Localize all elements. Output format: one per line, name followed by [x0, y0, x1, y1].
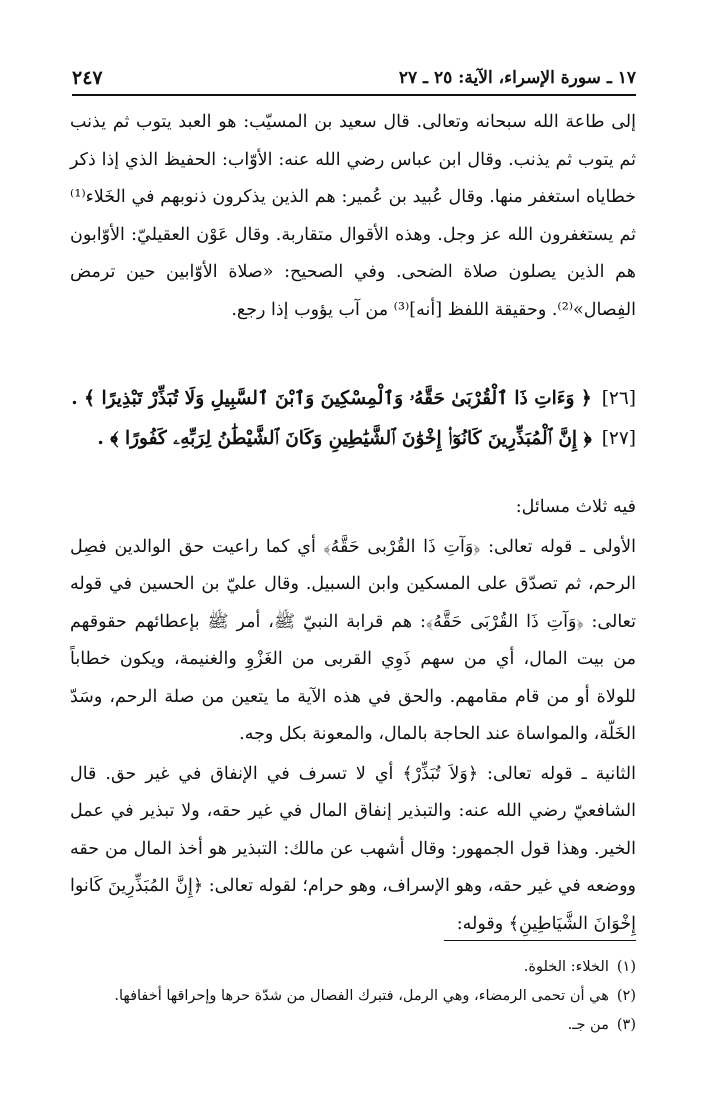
footnote-number: (٣): [616, 1017, 636, 1033]
footnote-3: [70, 1011, 636, 1040]
footnote-text: من جـ.: [567, 1017, 609, 1033]
footnote-number: (١): [616, 959, 636, 975]
header-rule: [72, 94, 636, 96]
verse-text: ﴿ إِنَّ ٱلْمُبَذِّرِينَ كَانُوٓا۟ إِخْوَٰنَ ٱلشَّيَٰطِينِ وَكَانَ ٱلشَّيْطَٰنُ لِرَبِّهِۦ كَفُورًا ﴾ .: [97, 428, 592, 449]
issues-intro: فيه ثلاث مسائل:: [515, 497, 636, 517]
footnote-2: [70, 982, 636, 1011]
spacer: [70, 329, 636, 379]
page-number: ٢٤٧: [72, 67, 103, 89]
page-body: [70, 104, 636, 943]
issue-second: الثانية ـ قوله تعالى: ﴿وَلاَ تُبَذِّرْ﴾ أي لا تسرف في الإنفاق في غير حق. قال الشافعيّ رضي الله عنه: والتبذير إنفاق المال في غير حقه، ولا تبذير في عمل الخير. وهذا قول الجمهور: وقال أشهب عن مالك: التبذير هو أخذ المال من حقه ووضعه في غير حقه، وهو الإسراف، وهو حرام؛ لقوله تعالى: ﴿إِنَّ المُبَذِّرِينَ كَانوا إِخْوَانَ الشَّيَاطِينِ﴾ وقوله:: [70, 763, 636, 934]
footnote-1: [70, 953, 636, 982]
footnote-text: هي أن تحمى الرمضاء، وهي الرمل، فتبرك الفصال من شدّة حرها وإحراقها أخفافها.: [114, 988, 609, 1004]
verse-27: [70, 419, 636, 459]
running-title: ١٧ ـ سورة الإسراء، الآية: ٢٥ ـ ٢٧: [398, 68, 636, 88]
verse-text: ﴿ وَءَاتِ ذَا ٱلْقُرْبَىٰ حَقَّهُۥ وَٱلْمِسْكِينَ وَٱبْنَ ٱلسَّبِيلِ وَلَا تُبَذِّرْ تَبْذِيرًا ﴾ .: [71, 388, 592, 409]
verse-26: [70, 379, 636, 419]
verse-number: [٢٧]: [601, 428, 636, 449]
footnote-number: (٢): [616, 988, 636, 1004]
issue-first: الأولى ـ قوله تعالى: ﴿وَآتِ ذَا القُرْبى حَقَّهُ﴾ أي كما راعيت حق الوالدين فصِل الرحم، ثم تصدّق على المسكين وابن السبيل. وقال عليّ بن الحسين في قوله تعالى: ﴿وَآتِ ذَا القُرْبَى حَقَّهُ﴾: هم قرابة النبيّ ﷺ، أمر ﷺ بإعطائهم حقوقهم من بيت المال، أي من سهم ذَوِي القربى من الغَزْوِ والغنيمة، ويكون خطاباً للولاة أو من قام مقامهم. والحق في هذه الآية ما يتعين من صلة الرحم، وسَدّ الخَلّة، والمواساة عند الحاجة بالمال، والمعونة بكل وجه.: [70, 536, 636, 744]
footnotes: [70, 953, 636, 1040]
verse-number: [٢٦]: [601, 388, 636, 409]
footnote-divider: [444, 940, 636, 941]
footnote-text: الخلاء: الخلوة.: [523, 959, 609, 975]
page-header: [72, 64, 636, 92]
paragraph-continuation: إلى طاعة الله سبحانه وتعالى. قال سعيد بن المسيّب: هو العبد يتوب ثم يذنب ثم يتوب ثم يذنب. وقال ابن عباس رضي الله عنه: الأوّاب: الحفيظ الذي إذا ذكر خطاياه استغفر منها. وقال عُبيد بن عُمير: هم الذين يذكرون ذنوبهم في الخَلاء⁽¹⁾ ثم يستغفرون الله عز وجل. وهذه الأقوال متقاربة. وقال عَوْن العقيليّ: الأوّابون هم الذين يصلون صلاة الضحى. وفي الصحيح: «صلاة الأوّابين حين ترمض الفِصال»⁽²⁾. وحقيقة اللفظ [أنه]⁽³⁾ من آب يؤوب إذا رجع.: [70, 112, 636, 320]
